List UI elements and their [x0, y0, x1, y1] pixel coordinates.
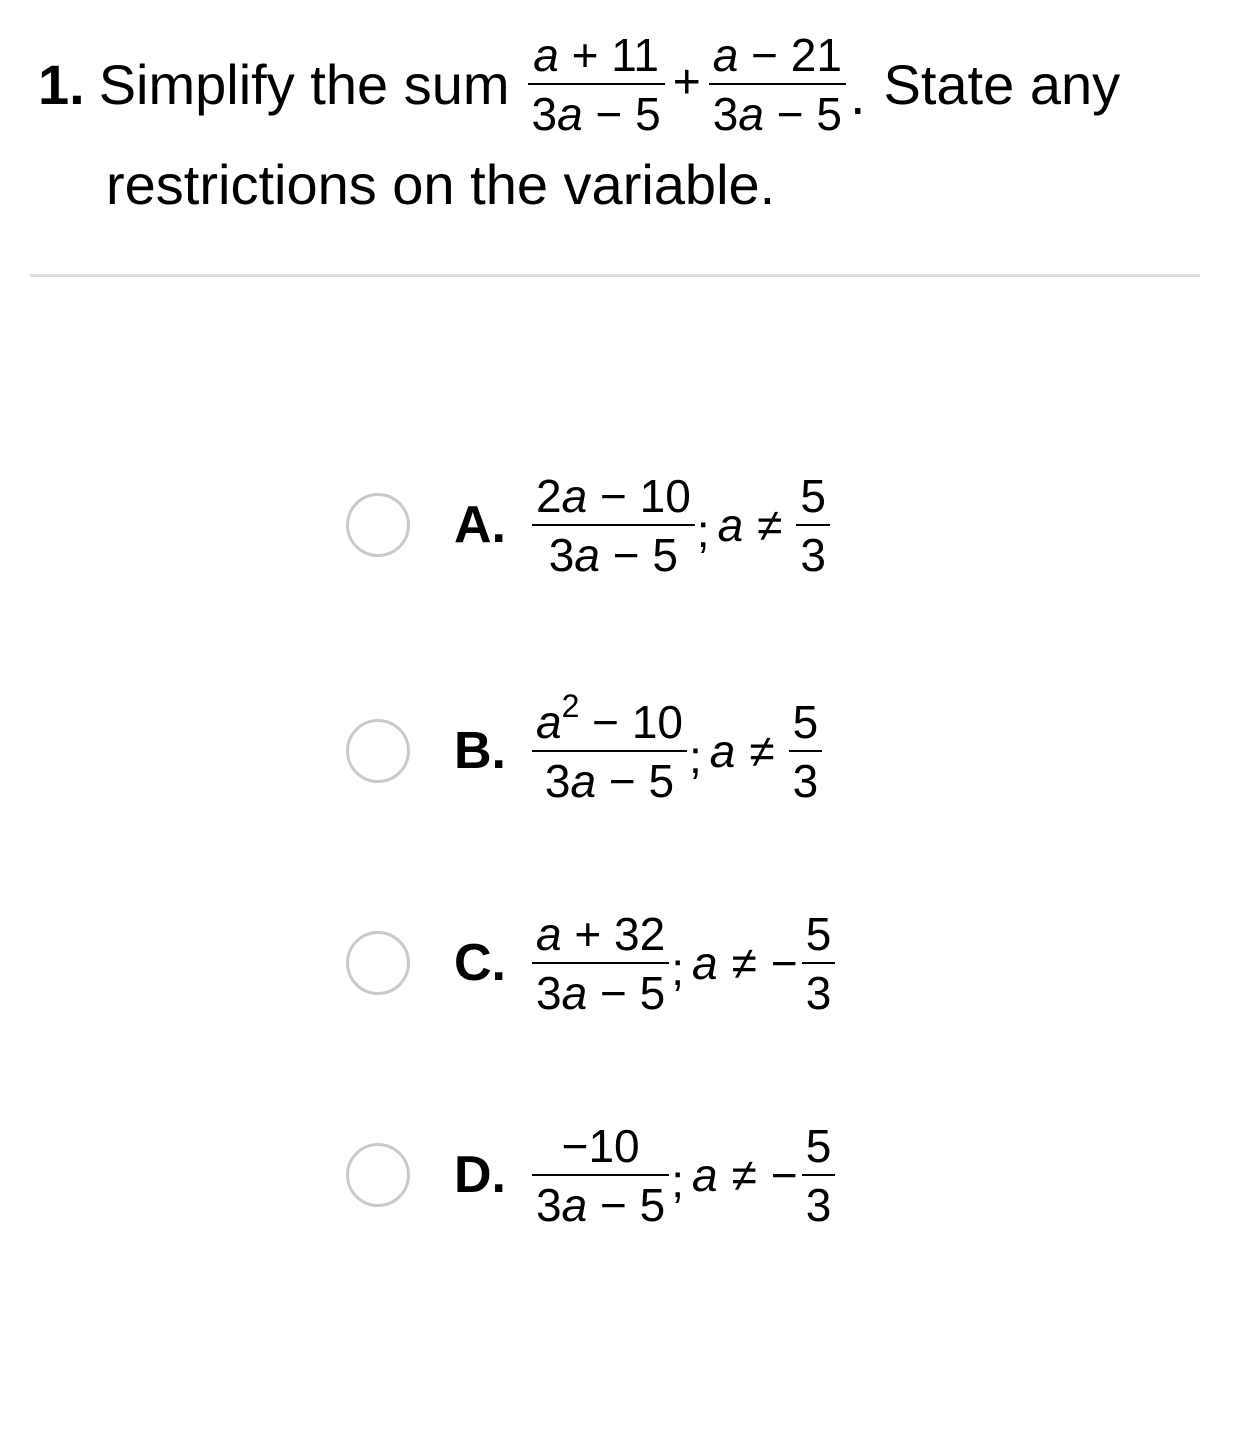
choice-a-semicolon: ;	[696, 505, 710, 557]
choice-b[interactable]	[346, 686, 822, 816]
choice-a-radio[interactable]	[346, 493, 410, 557]
choice-d-radio[interactable]	[346, 1143, 410, 1207]
choice-a-variable: a	[717, 499, 744, 551]
choice-a-fraction-bar	[532, 524, 695, 526]
term1-fraction	[528, 28, 665, 140]
choice-b-not-equal: ≠	[749, 725, 775, 777]
question-suffix: State any	[883, 52, 1121, 116]
choice-c-restriction-fraction	[802, 907, 836, 1019]
question-line-1	[38, 28, 1208, 140]
choice-c-variable: a	[691, 937, 718, 989]
choice-d-fraction-bar	[532, 1174, 669, 1176]
choice-c-letter: C.	[454, 934, 506, 992]
choice-c[interactable]	[346, 898, 835, 1028]
choice-c-fraction-bar	[532, 962, 669, 964]
choice-c-numerator: a + 32	[536, 907, 666, 960]
choice-d-letter: D.	[454, 1146, 506, 1204]
choice-a-letter: A.	[454, 496, 506, 554]
choice-b-restriction-fraction	[789, 695, 823, 807]
term1-denominator: 3a − 5	[531, 87, 661, 140]
question-period: .	[849, 62, 866, 126]
choice-a-restriction-denominator: 3	[800, 528, 826, 581]
term2-denominator: 3a − 5	[712, 87, 842, 140]
choice-d-not-equal: ≠	[731, 1149, 757, 1201]
choice-b-restriction-numerator: 5	[792, 695, 819, 748]
choice-d-expression	[532, 1119, 835, 1231]
choice-d-fraction	[532, 1119, 669, 1231]
choice-d-restriction-numerator: 5	[805, 1119, 832, 1172]
choice-b-fraction	[532, 688, 687, 807]
choice-b-expression	[532, 688, 822, 807]
question-line-2: restrictions on the variable.	[106, 153, 776, 216]
term2-numerator: a − 21	[712, 28, 842, 81]
choice-b-semicolon: ;	[688, 731, 702, 783]
term1-fraction-bar	[528, 83, 665, 85]
question-stem	[38, 28, 1208, 217]
choice-a-not-equal: ≠	[757, 499, 783, 551]
choice-b-letter: B.	[454, 722, 506, 780]
choice-a-expression	[532, 469, 830, 581]
choice-c-expression	[532, 907, 835, 1019]
choice-c-radio[interactable]	[346, 931, 410, 995]
plus-sign: +	[672, 55, 701, 109]
choice-d-restriction-fraction	[802, 1119, 836, 1231]
choice-d-restriction-denominator: 3	[805, 1178, 832, 1231]
choice-d-negative-sign: −	[770, 1149, 798, 1201]
question-prefix: Simplify the sum	[98, 52, 510, 116]
choice-c-restriction-denominator: 3	[805, 966, 832, 1019]
choice-d-semicolon: ;	[671, 1155, 684, 1207]
choice-c-restriction-numerator: 5	[805, 907, 832, 960]
choice-d-denominator: 3a − 5	[536, 1178, 666, 1231]
choice-d-numerator: −10	[561, 1119, 640, 1172]
section-divider	[30, 274, 1200, 277]
term2-fraction-bar	[709, 83, 846, 85]
choice-c-restriction-bar	[802, 962, 836, 964]
choice-b-restriction-denominator: 3	[792, 754, 819, 807]
choice-c-not-equal: ≠	[731, 937, 757, 989]
choice-a-fraction	[532, 469, 695, 581]
term2-fraction	[709, 28, 846, 140]
choice-a-restriction-fraction	[796, 469, 830, 581]
choice-b-denominator: 3a − 5	[544, 754, 675, 807]
choice-d-restriction-bar	[802, 1174, 836, 1176]
question-number: 1.	[38, 52, 85, 116]
choice-a[interactable]	[346, 460, 830, 590]
choice-c-denominator: 3a − 5	[536, 966, 666, 1019]
choice-d-variable: a	[691, 1149, 718, 1201]
choice-b-numerator: $a^2 - 10$	[536, 688, 683, 748]
choice-c-semicolon: ;	[671, 943, 684, 995]
choice-d[interactable]	[346, 1110, 835, 1240]
choice-b-variable: a	[709, 725, 736, 777]
choice-b-radio[interactable]	[346, 719, 410, 783]
term1-numerator: a + 11	[533, 28, 659, 81]
choice-c-negative-sign: −	[770, 937, 798, 989]
choice-b-restriction-bar	[789, 750, 823, 752]
choice-a-restriction-bar	[796, 524, 830, 526]
choice-b-fraction-bar	[532, 750, 687, 752]
choice-a-denominator: 3a − 5	[548, 528, 678, 581]
choice-a-numerator: 2a − 10	[536, 469, 691, 522]
choice-a-restriction-numerator: 5	[800, 469, 826, 522]
choice-c-fraction	[532, 907, 669, 1019]
